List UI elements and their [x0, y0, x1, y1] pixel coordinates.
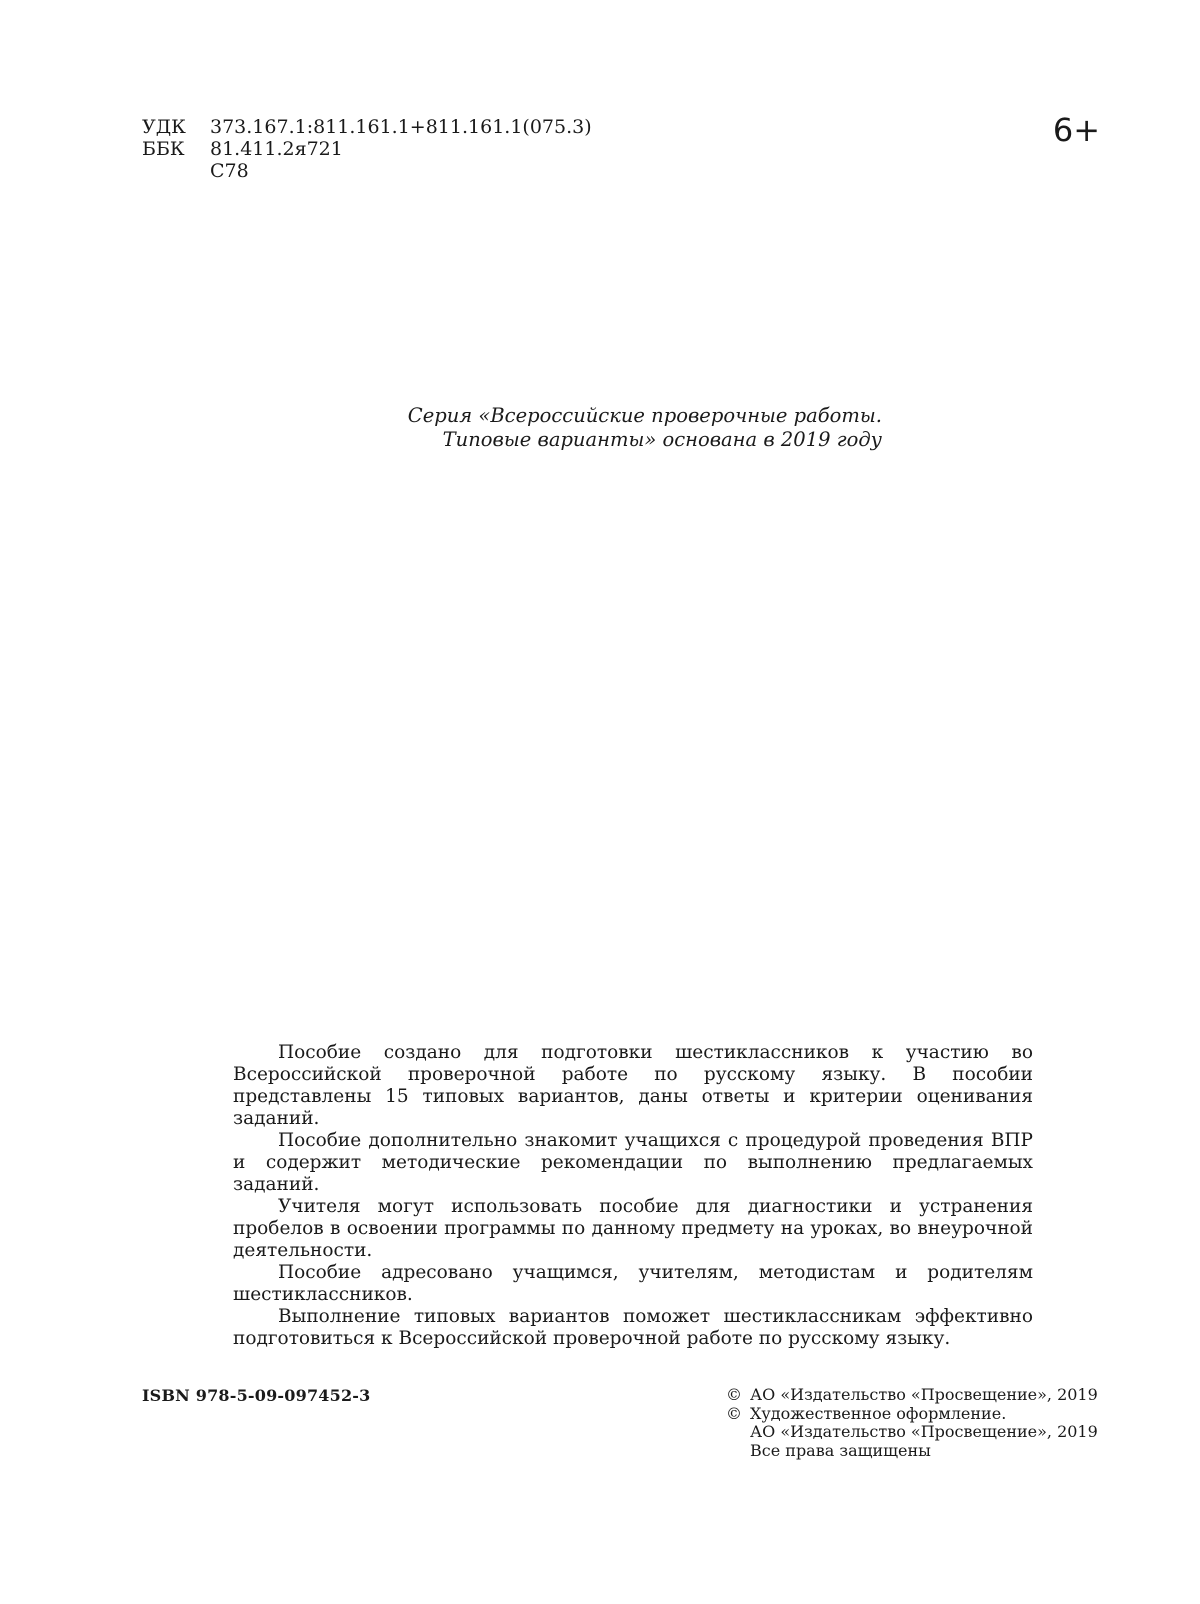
copyright-line	[726, 1386, 1098, 1405]
annotation-paragraph: Пособие создано для подготовки шестиклассников к участию во Всероссийской проверочной работе по русскому языку. В пособии представлены 15 типовых вариантов, даны ответы и критерии оценивания заданий.	[233, 1042, 1033, 1129]
bbk-label: ББК	[142, 138, 185, 160]
series-note-line1: Серия «Всероссийские проверочные работы.	[407, 404, 882, 427]
age-rating-mark: 6+	[1052, 111, 1100, 149]
annotation-paragraph: Выполнение типовых вариантов поможет шестиклассникам эффективно подготовиться к Всероссийской проверочной работе по русскому языку.	[233, 1306, 1033, 1349]
udk-row	[142, 116, 592, 138]
copyright-symbol: ©	[726, 1385, 742, 1404]
author-mark-row	[142, 160, 592, 182]
udk-value: 373.167.1:811.161.1+811.161.1(075.3)	[210, 116, 592, 138]
bbk-row	[142, 138, 592, 160]
udk-label: УДК	[142, 116, 186, 138]
series-note-line2: Типовые варианты» основана в 2019 году	[442, 428, 882, 451]
annotation-paragraph: Пособие дополнительно знакомит учащихся с процедурой проведения ВПР и содержит методические рекомендации по выполнению предлагаемых заданий.	[233, 1130, 1033, 1195]
copyright-symbol: ©	[726, 1403, 742, 1423]
classification-block	[142, 116, 592, 182]
copyright-block	[726, 1386, 1098, 1460]
bbk-value: 81.411.2я721	[210, 138, 343, 160]
isbn: ISBN 978-5-09-097452-3	[142, 1386, 371, 1405]
copyright-text: Художественное оформление.	[750, 1403, 1007, 1423]
author-mark: С78	[210, 160, 249, 182]
annotation-paragraph: Учителя могут использовать пособие для диагностики и устранения пробелов в освоении программы по данному предмету на уроках, во внеурочной деятельности.	[233, 1196, 1033, 1261]
copyright-text: АО «Издательство «Просвещение», 2019	[750, 1422, 1098, 1441]
rights-reserved: Все права защищены	[750, 1440, 931, 1460]
copyright-line	[726, 1405, 1098, 1424]
annotation-paragraph: Пособие адресовано учащимся, учителям, методистам и родителям шестиклассников.	[233, 1262, 1033, 1305]
series-note	[300, 404, 882, 452]
copyright-text: АО «Издательство «Просвещение», 2019	[750, 1385, 1098, 1404]
annotation	[233, 1042, 1033, 1350]
